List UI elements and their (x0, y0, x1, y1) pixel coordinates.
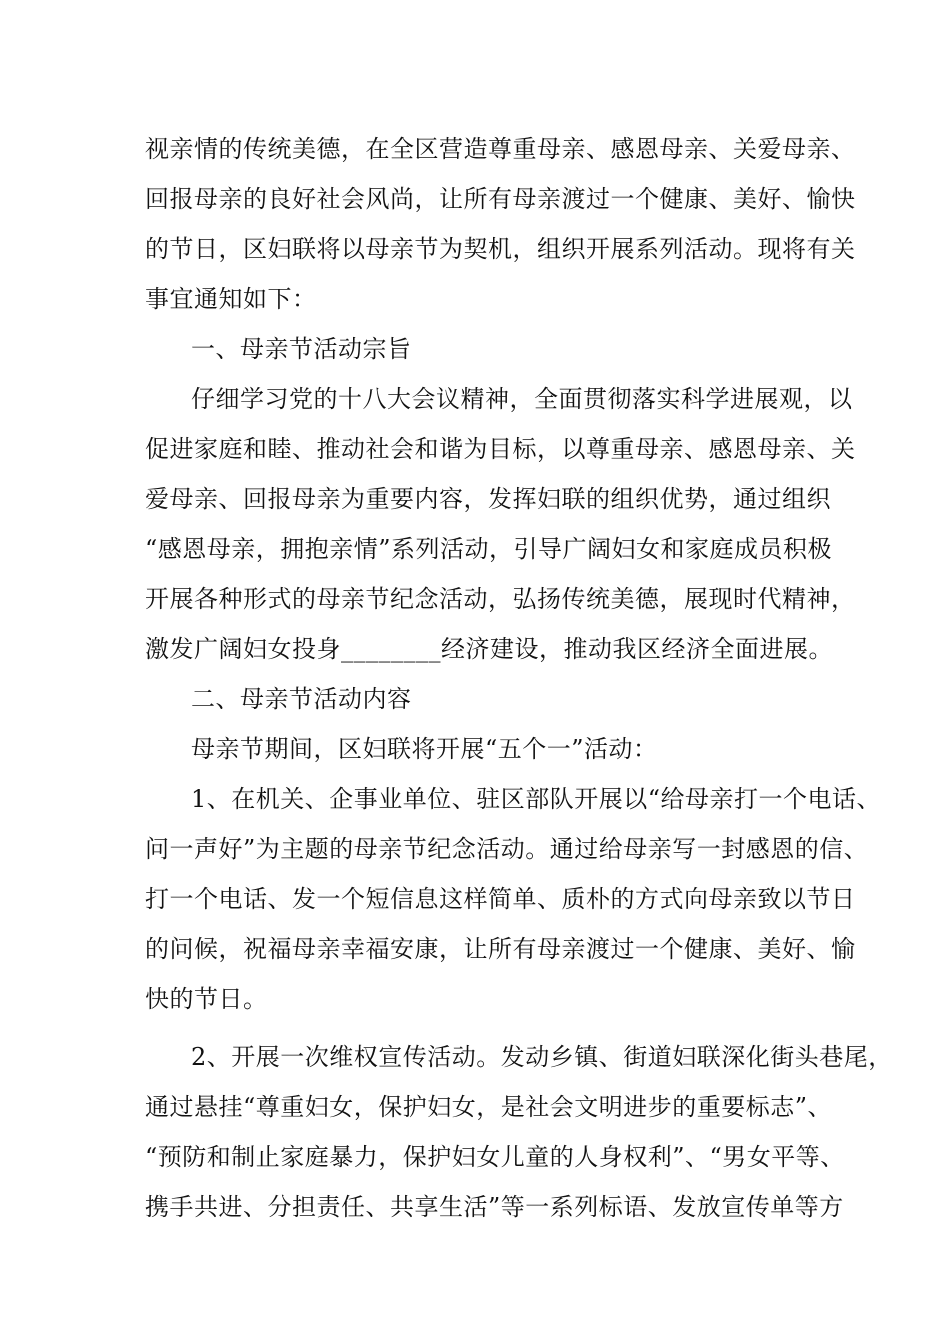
text-line: 仔细学习党的十八大会议精神，全面贯彻落实科学进展观，以 (191, 385, 853, 413)
text-line: “感恩母亲，拥抱亲情”系列活动，引导广阔妇女和家庭成员积极 (145, 535, 833, 563)
text-line: 携手共进、分担责任、共享生活”等一系列标语、发放宣传单等方 (145, 1193, 844, 1221)
document-body (145, 124, 893, 1232)
text-line: 的问候，祝福母亲幸福安康，让所有母亲渡过一个健康、美好、愉 (145, 935, 856, 963)
text-line: 问一声好”为主题的母亲节纪念活动。通过给母亲写一封感恩的信、 (145, 835, 869, 863)
paragraph-gap (145, 1024, 845, 1032)
text-line: 1、在机关、企事业单位、驻区部队开展以“给母亲打一个电话、 (191, 785, 882, 813)
section-heading: 二、母亲节活动内容 (191, 685, 412, 713)
text-line: 的节日，区妇联将以母亲节为契机，组织开展系列活动。现将有关 (145, 235, 856, 263)
text-line: 通过悬挂“尊重妇女，保护妇女，是社会文明进步的重要标志”、 (145, 1093, 833, 1121)
text-line: 回报母亲的良好社会风尚，让所有母亲渡过一个健康、美好、愉快 (145, 185, 856, 213)
text-line: 爱母亲、回报母亲为重要内容，发挥妇联的组织优势，通过组织 (145, 485, 831, 513)
text-line: 快的节日。 (145, 985, 268, 1013)
text-line: 开展各种形式的母亲节纪念活动，弘扬传统美德，展现时代精神， (145, 585, 856, 613)
text-line: “预防和制止家庭暴力，保护妇女儿童的人身权利”、“男女平等、 (145, 1143, 845, 1171)
text-line: 激发广阔妇女投身________经济建设，推动我区经济全面进展。 (145, 635, 833, 663)
text-line: 母亲节期间，区妇联将开展“五个一”活动： (191, 735, 658, 763)
text-line: 事宜通知如下： (145, 285, 317, 313)
text-line: 视亲情的传统美德，在全区营造尊重母亲、感恩母亲、关爱母亲、 (145, 135, 856, 163)
text-line: 促进家庭和睦、推动社会和谐为目标，以尊重母亲、感恩母亲、关 (145, 435, 856, 463)
text-line: 2、开展一次维权宣传活动。发动乡镇、街道妇联深化街头巷尾， (191, 1043, 893, 1071)
text-line: 打一个电话、发一个短信息这样简单、质朴的方式向母亲致以节日 (145, 885, 856, 913)
section-heading: 一、母亲节活动宗旨 (191, 335, 412, 363)
